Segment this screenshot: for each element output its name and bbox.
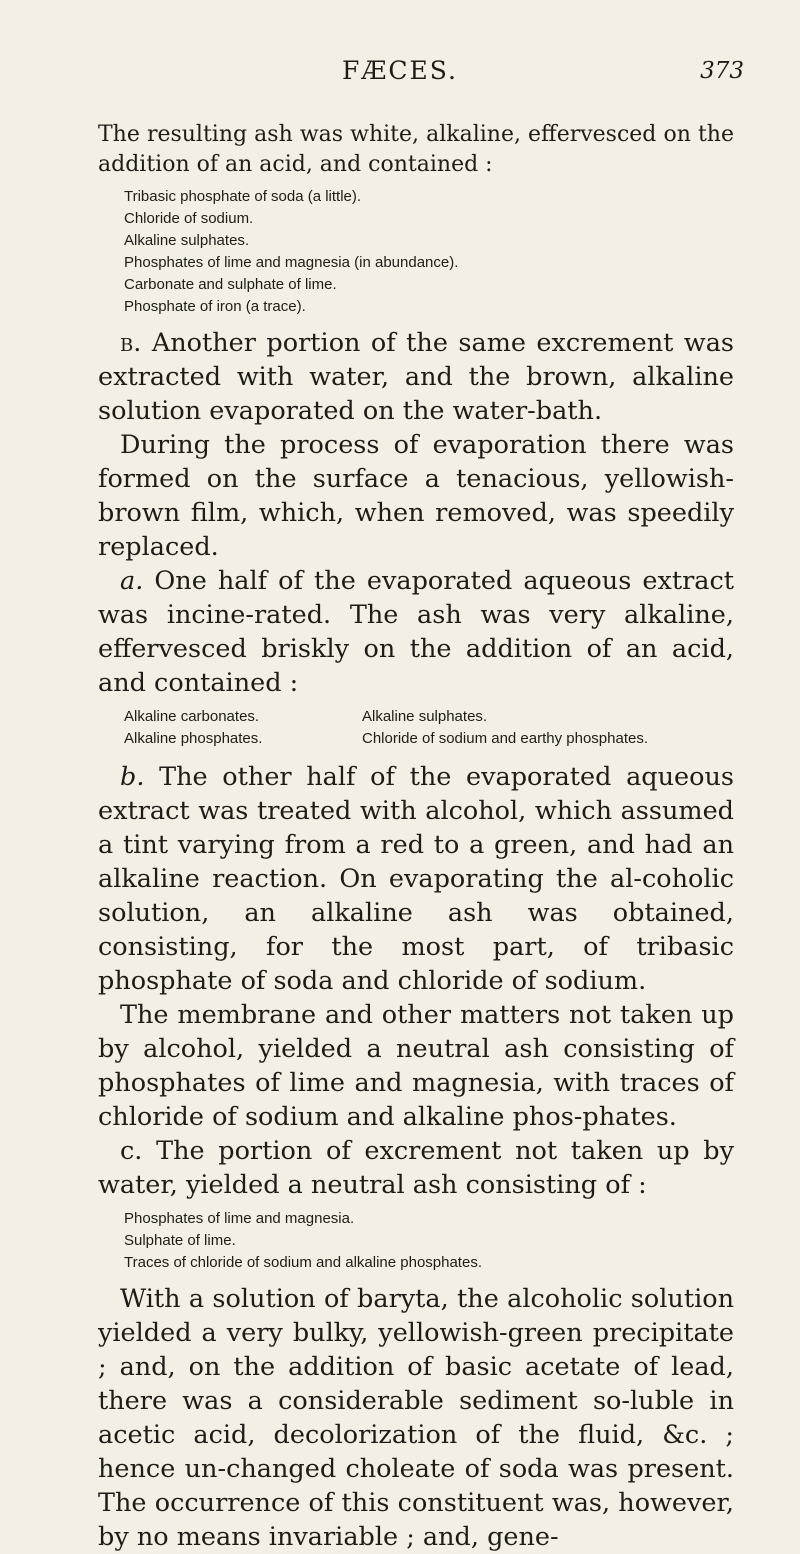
body-text [98, 120, 734, 1554]
list-item: Chloride of sodium. [124, 210, 254, 227]
paragraph-text: The other half of the evaporated aqueous extract was treated with alcohol, which assumed a tint varying from a red to a green, and had an alkaline reaction. On evaporating the al-coholic solution, an alkaline ash was obtained, consisting, for the most part, of tribasic phosphate of soda and chloride of sodium. [98, 762, 735, 996]
paragraph-membrane: The membrane and other matters not taken up by alcohol, yielded a neutral ash consisting of phosphates of lime and magnesia, with traces of chloride of sodium and alkaline phos-phates. [98, 1000, 734, 1132]
paragraph-baryta: With a solution of baryta, the alcoholic solution yielded a very bulky, yellowish-green precipitate ; and, on the addition of basic acetate of lead, there was a considerable sediment so-luble in acetic acid, decolorization of the fluid, &c. ; hence un-changed choleate of soda was present. The occurrence of this constituent was, however, by no means invariable ; and, gene- [98, 1284, 734, 1552]
ash-constituents-list [124, 186, 734, 318]
list-item: Phosphates of lime and magnesia. [124, 1210, 355, 1227]
list-item: Alkaline sulphates. [362, 708, 488, 725]
section-label: b. [120, 762, 145, 792]
paragraph-b-other-half [98, 760, 734, 998]
paragraph-text: The portion of excrement not taken up by water, yielded a neutral ash consisting of : [98, 1136, 734, 1200]
page-header [0, 56, 800, 96]
page-number: 373 [700, 58, 744, 84]
list-item: Traces of chloride of sodium and alkaline phosphates. [124, 1254, 482, 1271]
list-item: Alkaline phosphates. [124, 730, 263, 747]
list-item: Chloride of sodium and earthy phosphates. [362, 730, 649, 747]
neutral-ash-list [124, 1208, 734, 1274]
running-head: FÆCES. [342, 56, 458, 85]
list-item: Phosphate of iron (a trace). [124, 298, 306, 315]
paragraph-text: Another portion of the same excrement was extracted with water, and the brown, alkaline solution evaporated on the water-bath. [98, 328, 734, 426]
section-label: a. [120, 566, 144, 596]
list-item: Sulphate of lime. [124, 1232, 236, 1249]
list-item: Carbonate and sulphate of lime. [124, 276, 337, 293]
paragraph-b-another-portion [98, 326, 734, 428]
intro-paragraph: The resulting ash was white, alkaline, effervesced on the addition of an acid, and contained : [98, 122, 734, 177]
paragraph-c-portion [98, 1134, 734, 1202]
list-item: Tribasic phosphate of soda (a little). [124, 188, 362, 205]
paragraph-a-one-half [98, 564, 734, 700]
list-item: Alkaline sulphates. [124, 232, 250, 249]
paragraph-text: One half of the evaporated aqueous extract was incine-rated. The ash was very alkaline, effervesced briskly on the addition of an acid, and contained : [98, 566, 734, 698]
section-label: b. [120, 328, 142, 358]
list-item: Phosphates of lime and magnesia (in abundance). [124, 254, 459, 271]
section-label: c. [120, 1136, 143, 1166]
paragraph-evaporation: During the process of evaporation there was formed on the surface a tenacious, yellowish-brown film, which, when removed, was speedily replaced. [98, 430, 734, 562]
two-column-list [124, 706, 734, 750]
list-item: Alkaline carbonates. [124, 708, 260, 725]
